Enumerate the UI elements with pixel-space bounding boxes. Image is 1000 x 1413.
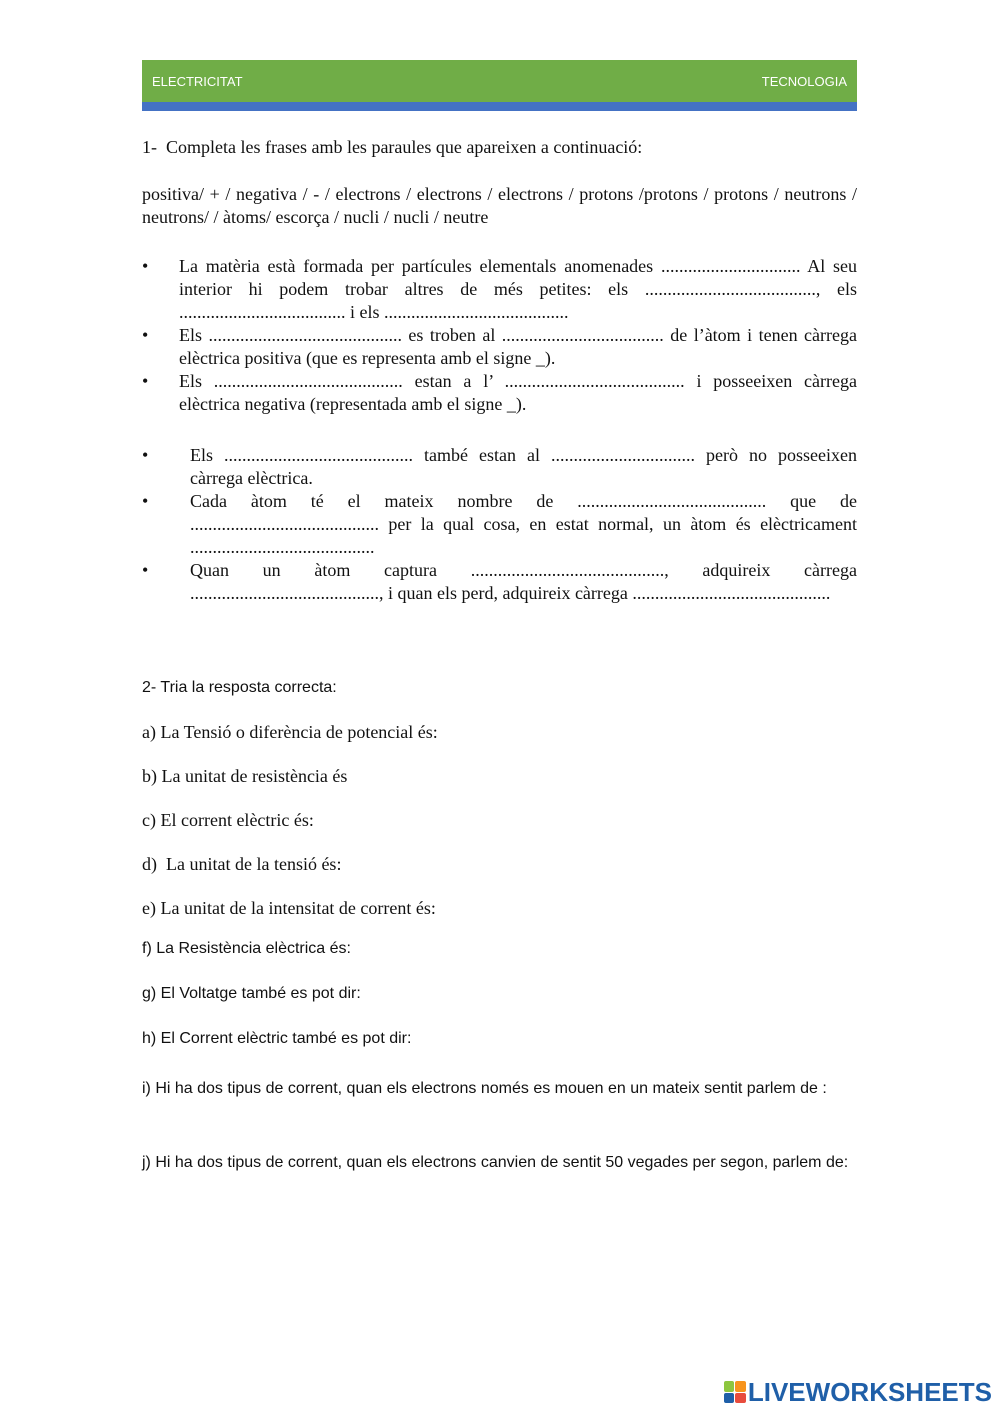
logo-tile-icon <box>735 1393 746 1404</box>
question-a: a) La Tensió o diferència de potencial és: <box>142 722 438 742</box>
header-divider <box>142 102 857 111</box>
logo-tile-icon <box>735 1381 746 1392</box>
list-item <box>142 255 857 324</box>
list-item-text: Cada àtom té el mateix nombre de .......................................... que de .......................................... per la qual cosa, en estat normal, un àtom és elèctricament ......................................... <box>190 491 857 557</box>
bullet-icon: • <box>142 371 149 391</box>
list-item-text: Els .......................................... estan a l’ ........................................ i posseeixen càrrega elèctrica negativa (representada amb el signe _). <box>179 371 857 414</box>
list-item-text: Els ........................................... es troben al .................................... de l’àtom i tenen càrrega elèctrica positiva (que es representa amb el signe _). <box>179 325 857 368</box>
word-bank: positiva/ + / negativa / - / electrons / electrons / electrons / protons /protons / protons / neutrons / neutrons/ / àtoms/ escorça / nucli / nucli / neutre <box>142 184 857 227</box>
liveworksheets-logo-icon <box>724 1381 746 1403</box>
list-item-text: La matèria està formada per partícules elementals anomenades ............................... Al seu interior hi podem trobar altres de més petites: els ......................................, els ..................................... i els ......................................... <box>179 256 857 322</box>
question-h: h) El Corrent elèctric també es pot dir: <box>142 1030 412 1047</box>
bullet-icon: • <box>142 491 149 511</box>
question-e: e) La unitat de la intensitat de corrent és: <box>142 898 436 918</box>
question-b: b) La unitat de resistència és <box>142 766 348 786</box>
logo-tile-icon <box>724 1381 735 1392</box>
bullet-icon: • <box>142 445 149 465</box>
question-f: f) La Resistència elèctrica és: <box>142 940 351 957</box>
list-item <box>142 444 857 490</box>
question-d: d) La unitat de la tensió és: <box>142 854 342 874</box>
bullet-list-a <box>142 255 857 416</box>
question-j: j) Hi ha dos tipus de corrent, quan els electrons canvien de sentit 50 vegades per segon, parlem de: <box>142 1154 849 1171</box>
list-item <box>142 324 857 370</box>
question-c: c) El corrent elèctric és: <box>142 810 314 830</box>
list-item <box>142 559 857 605</box>
header-banner <box>142 60 857 102</box>
header-course: TECNOLOGIA <box>761 74 847 89</box>
watermark-text: LIVEWORKSHEETS <box>747 1376 992 1407</box>
question-g: g) El Voltatge també es pot dir: <box>142 985 361 1002</box>
liveworksheets-watermark <box>724 1376 992 1407</box>
header-subject: ELECTRICITAT <box>152 74 243 89</box>
question-1-title: 1- Completa les frases amb les paraules que apareixen a continuació: <box>142 137 643 157</box>
list-item <box>142 370 857 416</box>
bullet-icon: • <box>142 560 149 580</box>
list-item <box>142 490 857 559</box>
bullet-list-b <box>142 444 857 605</box>
bullet-icon: • <box>142 256 149 276</box>
question-i: i) Hi ha dos tipus de corrent, quan els electrons només es mouen en un mateix sentit parlem de : <box>142 1080 827 1097</box>
list-item-text: Els .......................................... també estan al ................................ però no posseeixen càrrega elèctrica. <box>190 445 857 488</box>
list-item-text: Quan un àtom captura ..........................................., adquireix càrrega .........................................., i quan els perd, adquireix càrrega ............................................ <box>190 560 857 603</box>
question-2-title: 2- Tria la resposta correcta: <box>142 679 337 696</box>
logo-tile-icon <box>724 1393 735 1404</box>
bullet-icon: • <box>142 325 149 345</box>
